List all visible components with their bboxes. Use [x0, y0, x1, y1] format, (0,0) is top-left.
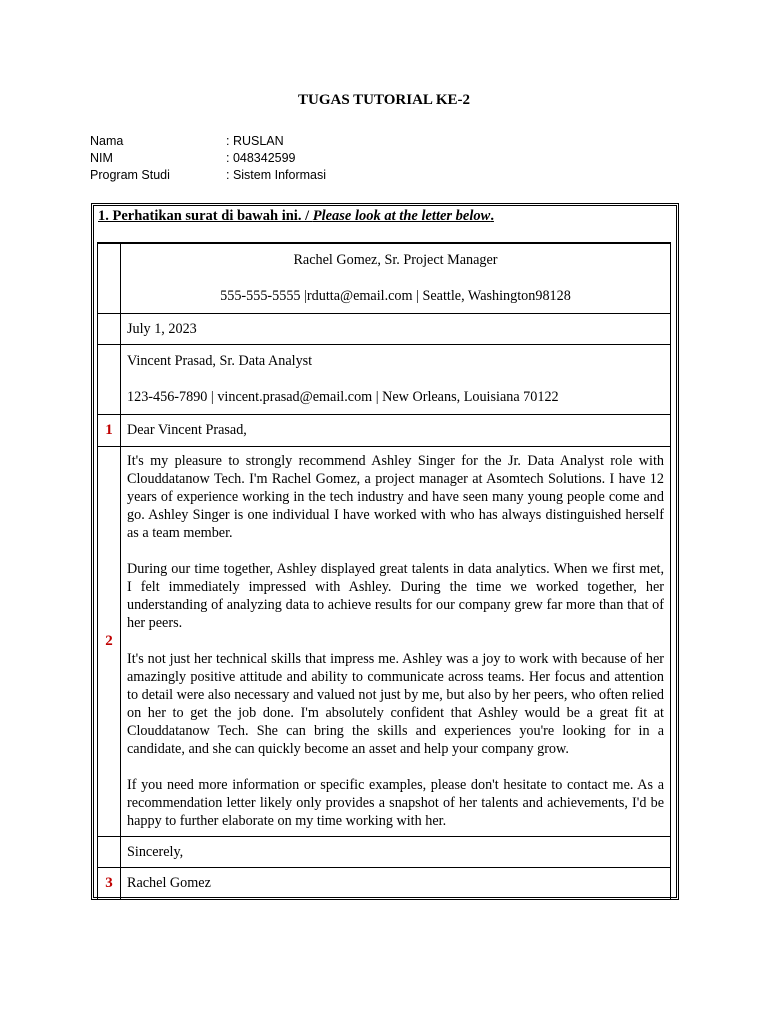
letter-paragraph: If you need more information or specific examples, please don't hesitate to contact me. As a recommendation letter likely only provides a snapshot of her talents and achievements, I'd be happy to further elaborate on my time working with her.	[127, 777, 664, 829]
table-row	[98, 243, 671, 313]
date-cell: July 1, 2023	[121, 313, 671, 344]
document-title: TUGAS TUTORIAL KE-2	[298, 92, 470, 108]
question-heading	[98, 208, 494, 225]
marker-cell	[98, 243, 121, 313]
identity-label: NIM	[90, 151, 113, 165]
identity-value: : Sistem Informasi	[226, 168, 327, 182]
marker-1: 1	[98, 414, 121, 446]
sender-name: Rachel Gomez, Sr. Project Manager	[293, 252, 498, 269]
table-row	[98, 414, 671, 446]
identity-value: : RUSLAN	[226, 134, 284, 148]
question-prefix: 1. Perhatikan surat di bawah ini. /	[98, 208, 313, 224]
table-row	[98, 313, 671, 344]
student-identity	[90, 133, 326, 184]
letter-paragraph: It's not just her technical skills that impress me. Ashley was a joy to work with because of her amazingly positive attitude and ability to communicate across teams. Her focus and attention to detail were also necessary and valued not just by me, but also by her peers, who often relied on her to get the job done. I'm absolutely confident that Ashley would be a great fit at Clouddatanow Tech. She can bring the skills and experiences you're looking for in a candidate, and she can quickly become an asset and help your company grow.	[127, 651, 664, 757]
question-suffix: .	[490, 208, 494, 224]
sender-cell	[121, 243, 671, 313]
marker-cell	[98, 313, 121, 344]
identity-row-program	[90, 167, 326, 184]
table-row	[98, 836, 671, 867]
identity-value: : 048342599	[226, 151, 296, 165]
identity-row-name	[90, 133, 326, 150]
marker-3: 3	[98, 867, 121, 899]
identity-row-nim	[90, 150, 326, 167]
letter-table	[97, 242, 671, 900]
signature-cell: Rachel Gomez	[121, 867, 671, 899]
letter-body-cell	[121, 446, 671, 836]
table-row	[98, 446, 671, 836]
sender-contact: 555-555-5555 |rdutta@email.com | Seattle, Washington98128	[220, 288, 571, 305]
letter-paragraph: It's my pleasure to strongly recommend Ashley Singer for the Jr. Data Analyst role with Clouddatanow Tech. I'm Rachel Gomez, a project manager at Asomtech Solutions. I have 12 years of experience working in the tech industry and have seen many young people come and go. Ashley Singer is one individual I have worked with who has always distinguished herself as a team member.	[127, 453, 664, 541]
letter-paragraph: During our time together, Ashley displayed great talents in data analytics. When we first met, I felt immediately impressed with Ashley. During the time we worked together, her understanding of analyzing data to achieve results for our company grew far more than that of her peers.	[127, 561, 664, 631]
recipient-contact: 123-456-7890 | vincent.prasad@email.com | New Orleans, Louisiana 70122	[127, 389, 559, 405]
identity-label: Program Studi	[90, 168, 170, 182]
recipient-name: Vincent Prasad, Sr. Data Analyst	[127, 353, 313, 369]
marker-cell	[98, 836, 121, 867]
closing-cell: Sincerely,	[121, 836, 671, 867]
marker-2: 2	[98, 446, 121, 836]
table-row	[98, 344, 671, 414]
identity-label: Nama	[90, 134, 124, 148]
marker-cell	[98, 344, 121, 414]
salutation-cell: Dear Vincent Prasad,	[121, 414, 671, 446]
table-row	[98, 867, 671, 899]
recipient-cell	[121, 344, 671, 414]
question-english: Please look at the letter below	[312, 208, 491, 224]
